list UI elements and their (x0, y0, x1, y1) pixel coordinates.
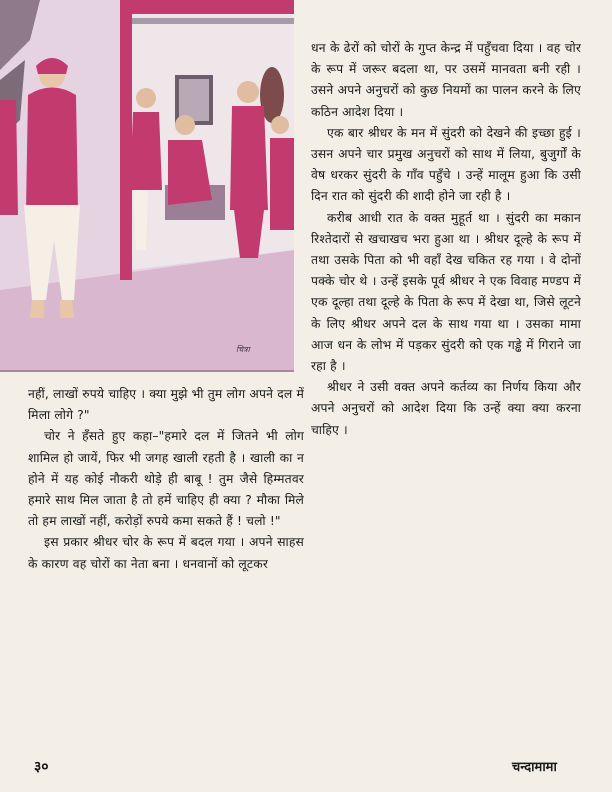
paragraph: चोर ने हँसते हुए कहा–"हमारे दल में जितने भी लोग शामिल हो जायें, फिर भी जगह खाली रहती है । खाली का न होने में यह कोई नौकरी थोड़े ही बाबू ! तुम जैसे हिम्मतवर हमारे साथ मिल जाता है तो हमें चाहिए ही क्या ? मौका मिले तो हम लाखों नहीं, करोड़ों रुपये कमा सकते हैं ! चलो !" (28, 429, 304, 529)
right-text-column (311, 38, 581, 441)
paragraph: करीब आधी रात के वक्त मुहूर्त था । सुंदरी का मकान रिश्तेदारों से खचाखच भरा हुआ था । श्रीधर दूल्हे के रूप में तथा उसके पिता को भी वहाँ देख चकित रह गया । वे दोनों पक्के चोर थे । उन्हें इसके पूर्व श्रीधर ने एक विवाह मण्डप में एक दूल्हा तथा दूल्हे के पिता के रूप में देखा था, जिसे लूटने के लिए श्रीधर अपने दल के साथ गया था । उसका मामा आज धन के लोभ में पड़कर सुंदरी को एक गड्ढे में गिराने जा रहा है । (311, 210, 581, 374)
page-number: ३० (34, 759, 49, 775)
story-illustration (0, 0, 294, 372)
left-text-column (28, 384, 304, 575)
paragraph: श्रीधर ने उसी वक्त अपने कर्तव्य का निर्णय किया और अपने अनुचरों को आदेश दिया कि उन्हें क्या क्या करना चाहिए । (311, 380, 581, 437)
paragraph: धन के ढेरों को चोरों के गुप्त केन्द्र में पहुँचवा दिया । वह चोर के रूप में जरूर बदला था, पर उसमें मानवता बनी रही । उसने अपने अनुचरों को कुछ नियमों का पालन करने के लिए कठिन आदेश दिया । (311, 41, 581, 119)
paragraph: नहीं, लाखों रुपये चाहिए । क्या मुझे भी तुम लोग अपने दल में मिला लोगे ?" (28, 387, 304, 423)
paragraph: एक बार श्रीधर के मन में सुंदरी को देखने की इच्छा हुई । उसन अपने चार प्रमुख अनुचरों को साथ में लिया, बुजुर्गों के वेष धरकर सुंदरी के गाँव पहुँचे । उन्हें मालूम हुआ कि उसी दिन रात को सुंदरी की शादी होने जा रही है । (311, 125, 581, 204)
illustrator-signature: चित्रा (236, 345, 250, 354)
magazine-title: चन्दामामा (512, 760, 557, 775)
paragraph: इस प्रकार श्रीधर चोर के रूप में बदल गया । अपने साहस के कारण वह चोरों का नेता बना । धनवानों को लूटकर (28, 535, 304, 571)
illustration-svg (0, 0, 294, 372)
